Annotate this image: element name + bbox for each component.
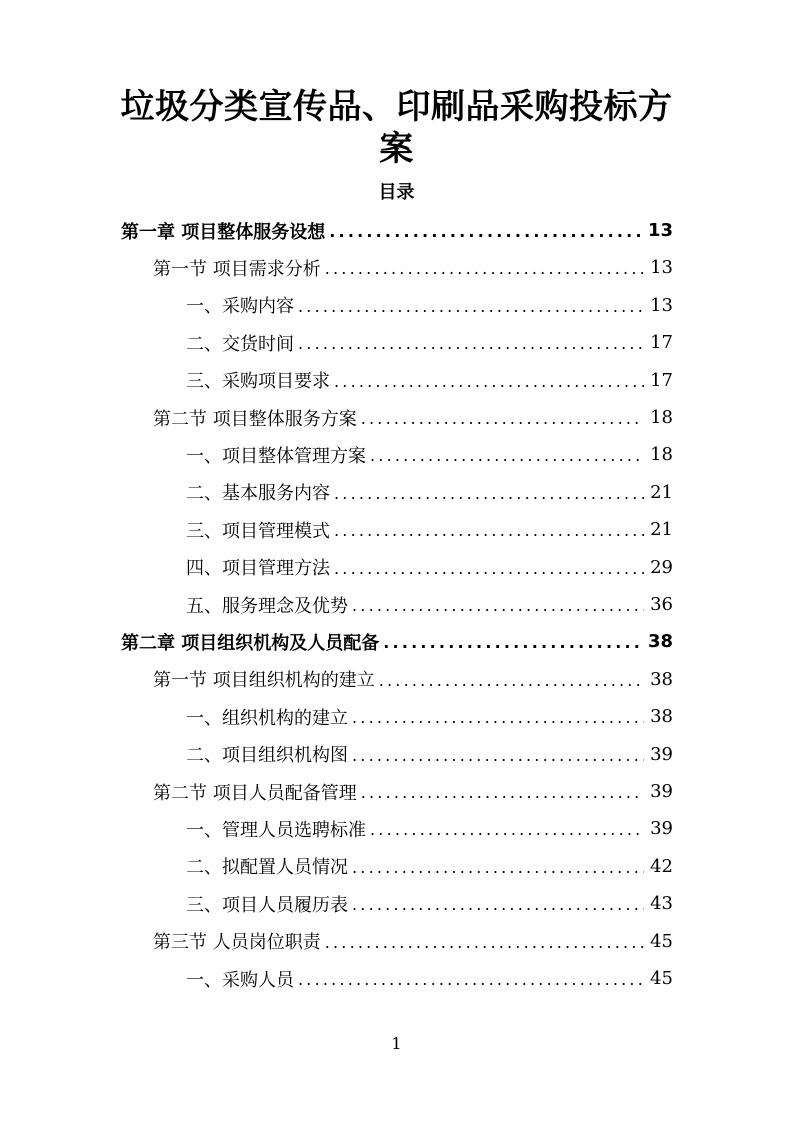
toc-entry[interactable] (153, 773, 673, 810)
toc-entry-title: 第二节 项目整体服务方案 (153, 408, 357, 430)
toc-dot-leader (325, 931, 644, 952)
toc-entry-page-number: 21 (650, 481, 673, 503)
toc-entry-title: 三、项目人员履历表 (186, 894, 348, 916)
toc-dot-leader (361, 407, 644, 428)
toc-entry[interactable] (186, 287, 673, 324)
toc-dot-leader (334, 482, 644, 503)
toc-dot-leader (298, 332, 644, 353)
toc-entry[interactable] (153, 661, 673, 698)
toc-entry-page-number: 39 (650, 781, 673, 802)
toc-entry-title: 三、项目管理模式 (186, 520, 330, 542)
toc-dot-leader (329, 220, 642, 241)
toc-entry-page-number: 13 (650, 294, 673, 316)
toc-entry-title: 三、采购项目要求 (186, 371, 330, 393)
toc-dot-leader (334, 519, 644, 540)
toc-entry-page-number: 29 (650, 556, 673, 578)
toc-entry-page-number: 43 (650, 893, 673, 915)
toc-entry[interactable] (186, 436, 673, 473)
document-title: 垃圾分类宣传品、印刷品采购投标方案 (120, 87, 673, 169)
toc-entry-page-number: 17 (650, 369, 673, 391)
toc-entry-page-number: 38 (650, 668, 673, 690)
toc-entry[interactable] (186, 960, 673, 997)
toc-entry-title: 第三节 人员岗位职责 (153, 932, 321, 954)
toc-dot-leader (352, 594, 644, 615)
toc-entry[interactable] (186, 810, 673, 847)
page-number: 1 (391, 1034, 402, 1053)
toc-dot-leader (383, 631, 642, 652)
toc-entry-page-number: 13 (647, 220, 673, 241)
toc-entry-page-number: 38 (650, 706, 673, 728)
toc-entry-title: 第一章 项目整体服务设想 (121, 221, 326, 243)
toc-entry-title: 一、管理人员选聘标准 (186, 819, 366, 841)
toc-entry-page-number: 18 (650, 444, 673, 466)
toc-entry-page-number: 17 (650, 332, 673, 354)
toc-dot-leader (361, 781, 644, 802)
toc-entry-page-number: 13 (650, 257, 673, 279)
toc-dot-leader (370, 818, 644, 839)
toc-entry-title: 二、交货时间 (186, 333, 294, 355)
toc-entry[interactable] (153, 923, 673, 960)
toc-entry-title: 二、拟配置人员情况 (186, 857, 348, 879)
toc-dot-leader (298, 968, 644, 989)
toc-entry[interactable] (186, 324, 673, 361)
toc-dot-leader (379, 669, 644, 690)
toc-dot-leader (370, 444, 644, 465)
toc-dot-leader (325, 257, 644, 278)
toc-entry-page-number: 38 (647, 631, 673, 653)
toc-entry[interactable] (153, 249, 673, 286)
toc-entry[interactable] (186, 474, 673, 511)
toc-entry-title: 第一节 项目需求分析 (153, 258, 321, 280)
toc-entry-page-number: 42 (650, 855, 673, 877)
toc-entry-page-number: 36 (650, 594, 673, 615)
toc-entry-title: 四、项目管理方法 (186, 558, 330, 580)
toc-entry-title: 第二节 项目人员配备管理 (153, 782, 357, 804)
toc-entry[interactable] (186, 885, 673, 922)
toc-entry[interactable] (153, 399, 673, 436)
toc-entry-page-number: 45 (650, 930, 673, 952)
toc-entry[interactable] (121, 623, 673, 660)
toc-entry[interactable] (121, 212, 673, 249)
toc-entry-page-number: 39 (650, 743, 673, 765)
toc-entry[interactable] (186, 736, 673, 773)
toc-entry[interactable] (186, 362, 673, 399)
toc-entry-page-number: 21 (650, 519, 673, 541)
toc-dot-leader (352, 706, 644, 727)
toc-entry-title: 五、服务理念及优势 (186, 595, 348, 617)
toc-dot-leader (298, 295, 644, 316)
toc-entry-title: 一、项目整体管理方案 (186, 445, 366, 467)
toc-entry-title: 第二章 项目组织机构及人员配备 (121, 632, 380, 654)
toc-entry-page-number: 45 (650, 968, 673, 989)
toc-entry-title: 一、采购内容 (186, 296, 294, 318)
toc-entry[interactable] (186, 511, 673, 548)
toc-dot-leader (334, 370, 644, 391)
toc-dot-leader (352, 856, 644, 877)
toc-entry[interactable] (186, 848, 673, 885)
toc-entry-title: 一、采购人员 (186, 969, 294, 991)
toc-entry[interactable] (186, 586, 673, 623)
toc-entry-page-number: 18 (650, 407, 673, 428)
toc-dot-leader (334, 557, 644, 578)
toc-entry-title: 二、基本服务内容 (186, 483, 330, 505)
toc-entry-page-number: 39 (650, 818, 673, 840)
toc-entry-title: 第一节 项目组织机构的建立 (153, 670, 375, 692)
toc-entry-title: 一、组织机构的建立 (186, 707, 348, 729)
toc-heading: 目录 (378, 182, 415, 203)
toc-dot-leader (352, 893, 644, 914)
toc-dot-leader (352, 744, 644, 765)
toc-entry-title: 二、项目组织机构图 (186, 745, 348, 767)
toc-entry[interactable] (186, 549, 673, 586)
toc-entry[interactable] (186, 698, 673, 735)
